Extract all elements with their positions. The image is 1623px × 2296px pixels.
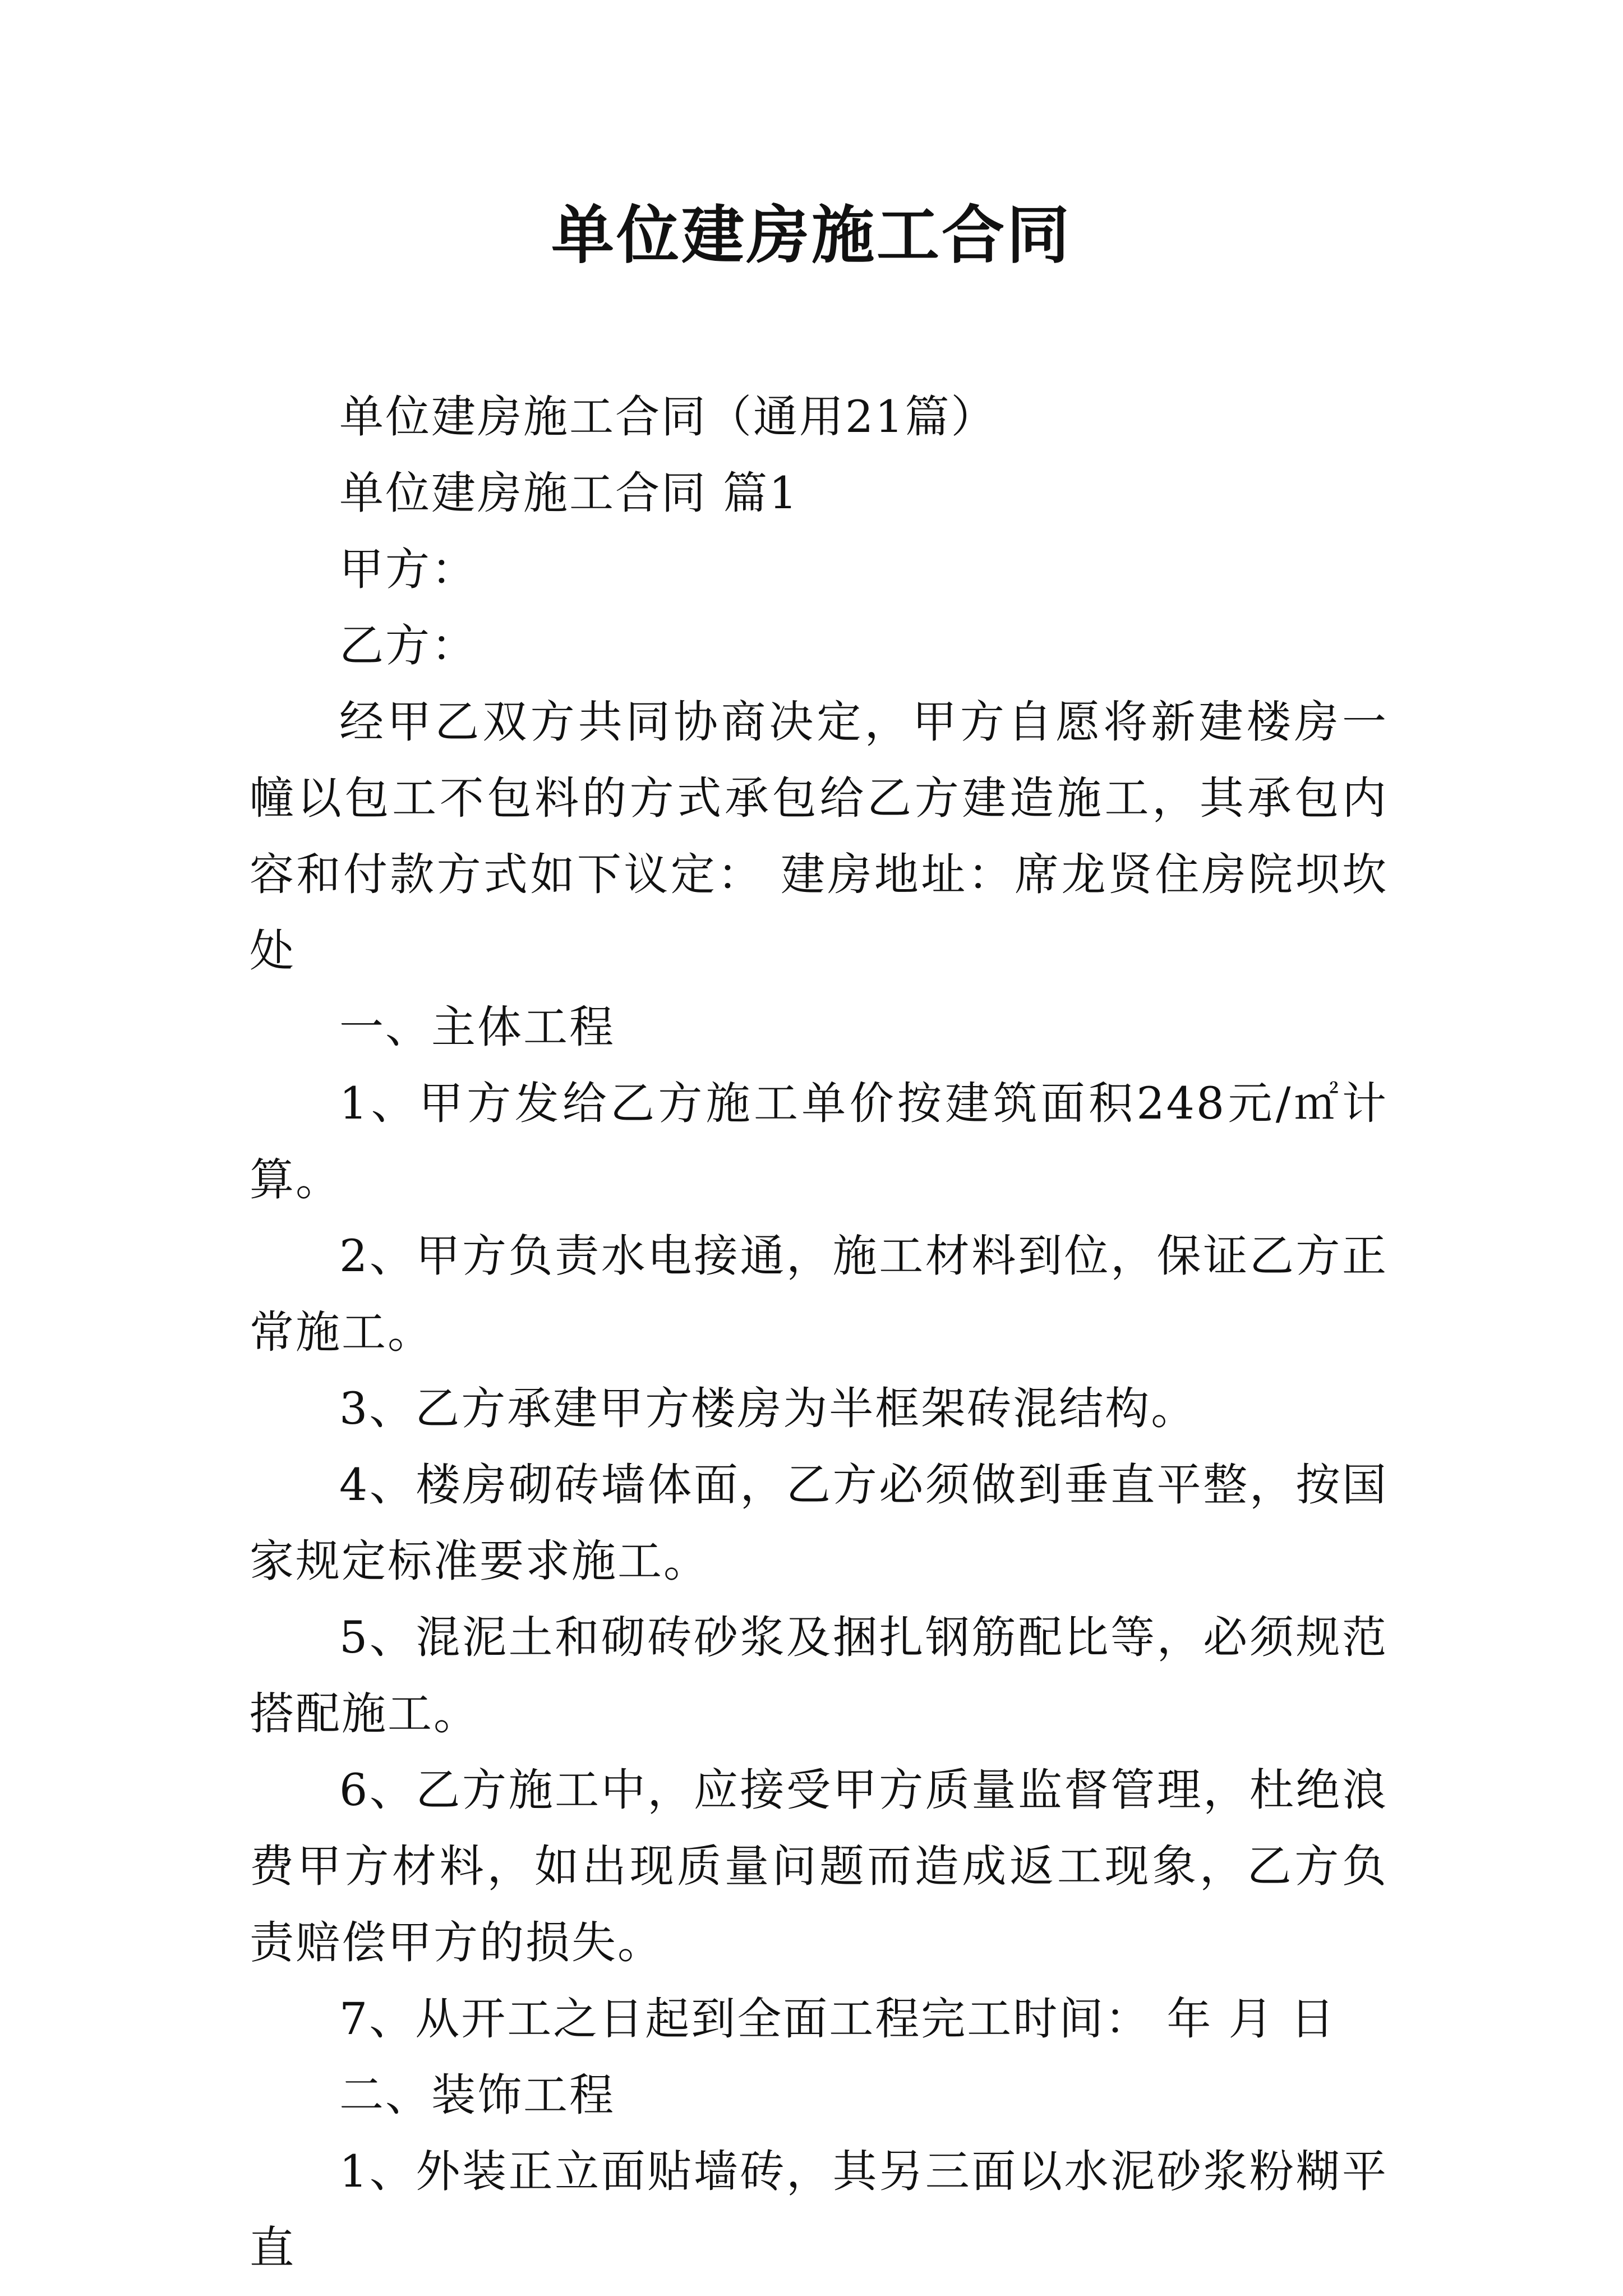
clause-2-1: 1、外装正立面贴墙砖，其另三面以水泥砂浆粉糊平直 [250,2146,1388,2274]
clause-1-5: 5、混泥土和砌砖砂浆及捆扎钢筋配比等，必须规范搭配施工。 [250,1612,1388,1740]
document-body [250,379,1388,2286]
paragraph-collection-title: 单位建房施工合同（通用21篇） [339,391,997,443]
paragraph-party-b: 乙方： [339,620,477,671]
heading-main-works: 一、主体工程 [339,1001,615,1053]
clause-1-1: 1、甲方发给乙方施工单价按建筑面积248元/㎡计算。 [250,1078,1388,1205]
paragraph-intro: 经甲乙双方共同协商决定，甲方自愿将新建楼房一幢以包工不包料的方式承包给乙方建造施工，其承包内容和付款方式如下议定： 建房地址：席龙贤住房院坝坎处 [250,696,1388,977]
clause-1-2: 2、甲方负责水电接通，施工材料到位，保证乙方正常施工。 [250,1230,1388,1358]
paragraph-party-a: 甲方： [339,544,477,595]
clause-1-6: 6、乙方施工中，应接受甲方质量监督管理，杜绝浪费甲方材料，如出现质量问题而造成返工现象，乙方负责赔偿甲方的损失。 [250,1764,1388,1968]
clause-1-3: 3、乙方承建甲方楼房为半框架砖混结构。 [339,1383,1197,1434]
heading-decoration-works: 二、装饰工程 [339,2069,615,2121]
clause-1-4: 4、楼房砌砖墙体面，乙方必须做到垂直平整，按国家规定标准要求施工。 [250,1459,1388,1587]
paragraph-section-title: 单位建房施工合同 篇1 [339,467,799,519]
document-title: 单位建房施工合同 [551,199,1072,272]
clause-1-7: 7、从开工之日起到全面工程完工时间： 年 月 日 [339,1993,1336,2045]
